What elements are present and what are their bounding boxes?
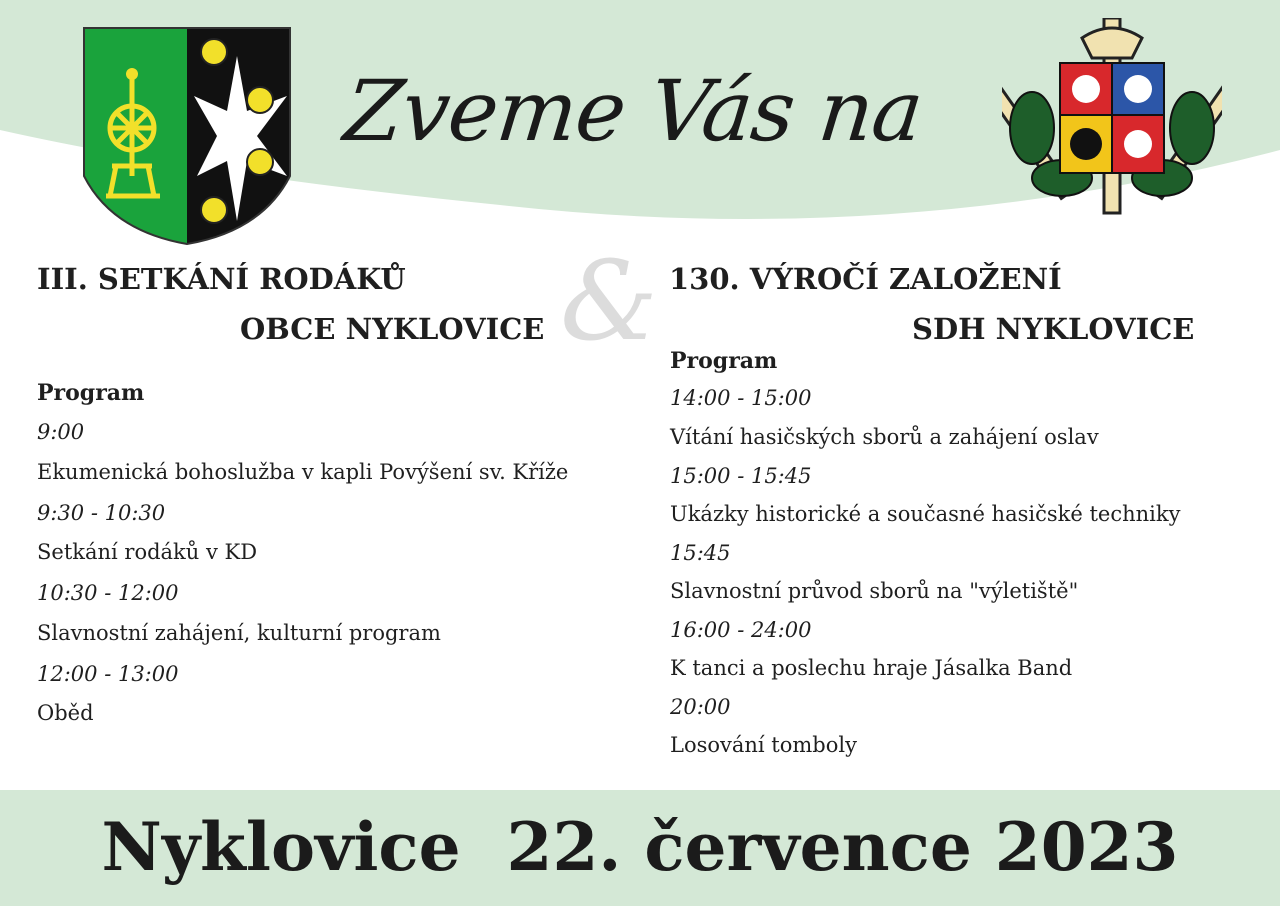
right-item-text: K tanci a poslechu hraje Jásalka Band xyxy=(670,656,1073,680)
right-title-line1: 130. VÝROČÍ ZALOŽENÍ xyxy=(669,262,1062,296)
right-program-label: Program xyxy=(670,348,778,374)
right-program-list xyxy=(670,386,1180,771)
left-item-text: Ekumenická bohoslužba v kapli Povýšení sv. Kříže xyxy=(37,460,569,484)
right-item-text: Ukázky historické a současné hasičské techniky xyxy=(670,502,1181,526)
right-item-text: Losování tomboly xyxy=(670,733,857,757)
headline: Zveme Vás na xyxy=(339,62,927,160)
left-item-time: 10:30 - 12:00 xyxy=(37,581,179,605)
left-title-line1: III. SETKÁNÍ RODÁKŮ xyxy=(37,262,406,296)
right-item-time: 16:00 - 24:00 xyxy=(670,618,812,642)
event-date-location: Nyklovice 22. července 2023 xyxy=(101,808,1179,886)
right-item-time: 14:00 - 15:00 xyxy=(670,386,812,410)
village-coat-of-arms-icon xyxy=(82,26,292,246)
right-item-text: Slavnostní průvod sborů na "výletiště" xyxy=(670,579,1079,603)
right-item-text: Vítání hasičských sborů a zahájení oslav xyxy=(670,425,1099,449)
left-item-text: Oběd xyxy=(37,701,94,725)
left-item-time: 9:30 - 10:30 xyxy=(37,501,166,525)
firefighter-emblem-icon xyxy=(1002,18,1222,218)
ampersand-decoration: & xyxy=(560,237,658,365)
left-title-line2: OBCE NYKLOVICE xyxy=(240,312,545,346)
left-program-list xyxy=(37,420,568,741)
left-program-label: Program xyxy=(37,380,145,406)
left-item-time: 9:00 xyxy=(37,420,85,444)
right-title-line2: SDH NYKLOVICE xyxy=(912,312,1195,346)
right-item-time: 20:00 xyxy=(670,695,731,719)
left-item-time: 12:00 - 13:00 xyxy=(37,662,179,686)
right-item-time: 15:45 xyxy=(670,541,731,565)
right-item-time: 15:00 - 15:45 xyxy=(670,464,812,488)
left-item-text: Slavnostní zahájení, kulturní program xyxy=(37,621,441,645)
left-item-text: Setkání rodáků v KD xyxy=(37,540,258,564)
